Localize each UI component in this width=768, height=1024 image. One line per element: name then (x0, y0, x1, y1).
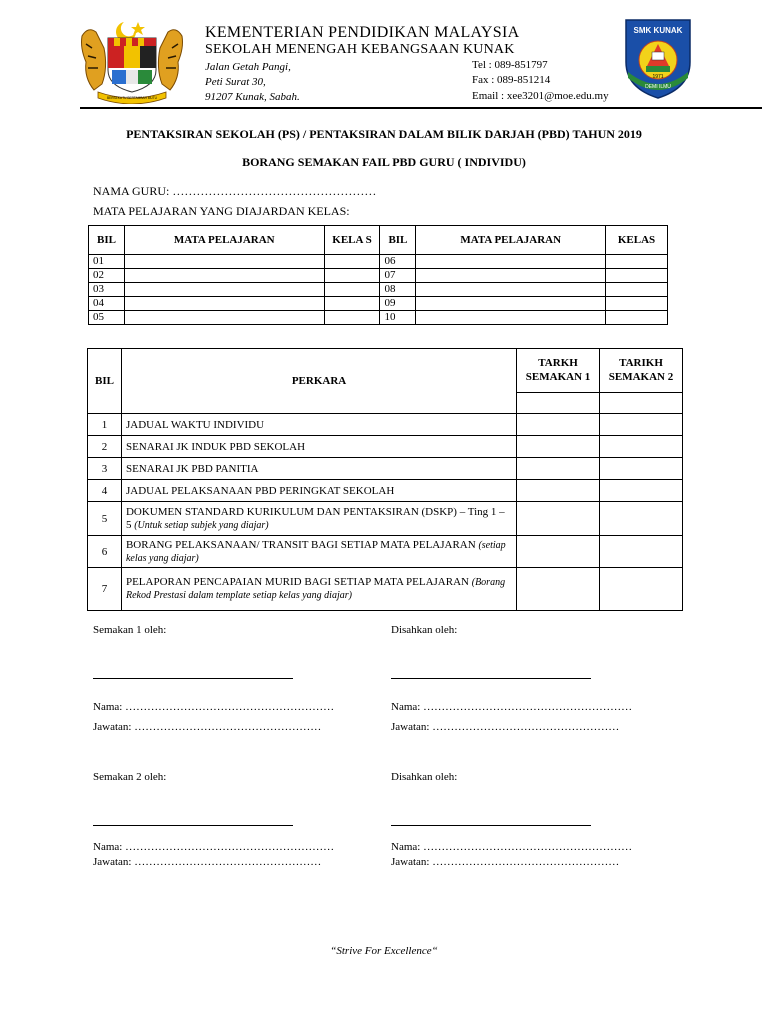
coat-of-arms-logo (74, 18, 190, 104)
row-item-text: SENARAI JK INDUK PBD SEKOLAH (125, 440, 306, 453)
date-cell[interactable] (600, 568, 683, 611)
table-row (88, 502, 683, 536)
row-item (121, 414, 516, 436)
svg-text:BERSEKUTU BERTAMBAH MUTU: BERSEKUTU BERTAMBAH MUTU (106, 96, 158, 100)
address-line-3: 91207 Kunak, Sabah. (205, 91, 300, 103)
semakan-2-label: Semakan 2 oleh: (93, 771, 167, 783)
row-number: 4 (88, 480, 122, 502)
date-cell[interactable] (517, 536, 600, 568)
subject-cell[interactable] (124, 311, 324, 325)
form-title: BORANG SEMAKAN FAIL PBD GURU ( INDIVIDU) (242, 155, 526, 169)
footer-motto: “Strive For Excellence“ (330, 945, 438, 957)
signature-line[interactable] (391, 825, 591, 826)
row-item-text: JADUAL WAKTU INDIVIDU (125, 418, 265, 431)
date-cell[interactable] (600, 392, 683, 413)
bil-cell: 06 (380, 255, 416, 269)
col-kelas-2: KELAS (606, 226, 668, 255)
subject-cell[interactable] (416, 269, 606, 283)
date-cell[interactable] (517, 436, 600, 458)
date-cell[interactable] (517, 458, 600, 480)
semakan-1-label: Semakan 1 oleh: (93, 624, 167, 636)
disahkan-1-label: Disahkan oleh: (391, 624, 458, 636)
svg-text:DEMI ILMU: DEMI ILMU (645, 84, 671, 90)
bil-cell: 03 (89, 283, 125, 297)
jawatan-field: Jawatan: …………………………………………… (391, 856, 620, 868)
table-row (89, 283, 668, 297)
col-bil: BIL (88, 349, 122, 414)
table-row (89, 269, 668, 283)
address-line-1: Jalan Getah Pangi, (205, 61, 291, 73)
email: Email : xee3201@moe.edu.my (472, 90, 609, 102)
table-row (88, 536, 683, 568)
col-mata-pelajaran: MATA PELAJARAN (124, 226, 324, 255)
row-item (121, 536, 516, 568)
row-number: 1 (88, 414, 122, 436)
school-crest-logo (622, 16, 694, 100)
fax: Fax : 089-851214 (472, 74, 551, 86)
col-bil-2: BIL (380, 226, 416, 255)
jawatan-field: Jawatan: …………………………………………… (391, 721, 620, 733)
table-row (88, 480, 683, 502)
bil-cell: 08 (380, 283, 416, 297)
nama-field: Nama: ………………………………………………… (93, 841, 335, 853)
subject-cell[interactable] (124, 269, 324, 283)
nama-guru-field: NAMA GURU: …………………………………………… (93, 184, 377, 198)
class-cell[interactable] (606, 269, 668, 283)
date-cell[interactable] (600, 536, 683, 568)
subject-cell[interactable] (124, 283, 324, 297)
col-tarikh-semakan-1: TARKH SEMAKAN 1 (517, 349, 600, 393)
document-title: PENTAKSIRAN SEKOLAH (PS) / PENTAKSIRAN DALAM BILIK DARJAH (PBD) TAHUN 2019 (126, 127, 642, 141)
row-item (121, 436, 516, 458)
signature-line[interactable] (391, 678, 591, 679)
bil-cell: 09 (380, 297, 416, 311)
class-cell[interactable] (606, 297, 668, 311)
nama-field: Nama: ………………………………………………… (93, 701, 335, 713)
ministry-name: KEMENTERIAN PENDIDIKAN MALAYSIA (205, 24, 520, 41)
row-item-text: PELAPORAN PENCAPAIAN MURID BAGI SETIAP MATA PELAJARAN (125, 576, 469, 588)
date-cell[interactable] (517, 392, 600, 413)
date-cell[interactable] (517, 480, 600, 502)
bil-cell: 01 (89, 255, 125, 269)
header-divider (80, 107, 762, 109)
nama-field: Nama: ………………………………………………… (391, 841, 633, 853)
row-item (121, 568, 516, 611)
row-item-text: SENARAI JK PBD PANITIA (125, 462, 259, 475)
col-kelas: KELA S (324, 226, 380, 255)
date-cell[interactable] (600, 502, 683, 536)
row-number: 6 (88, 536, 122, 568)
svg-text:SMK KUNAK: SMK KUNAK (633, 26, 683, 35)
checklist-table (87, 348, 683, 611)
disahkan-2-label: Disahkan oleh: (391, 771, 458, 783)
row-number: 7 (88, 568, 122, 611)
class-cell[interactable] (606, 255, 668, 269)
class-cell[interactable] (324, 311, 380, 325)
bil-cell: 05 (89, 311, 125, 325)
class-cell[interactable] (324, 269, 380, 283)
bil-cell: 02 (89, 269, 125, 283)
class-cell[interactable] (606, 283, 668, 297)
svg-text:1971: 1971 (652, 74, 664, 80)
date-cell[interactable] (517, 502, 600, 536)
row-item-note: (setiap kelas yang diajar) (125, 539, 506, 564)
jawatan-field: Jawatan: …………………………………………… (93, 721, 322, 733)
row-item-note: (Borang Rekod Prestasi dalam template setiap kelas yang diajar) (125, 577, 506, 601)
address-line-2: Peti Surat 30, (205, 76, 266, 88)
jawatan-field: Jawatan: …………………………………………… (93, 856, 322, 868)
subject-class-label: MATA PELAJARAN YANG DIAJARDAN KELAS: (93, 204, 350, 218)
row-number: 5 (88, 502, 122, 536)
table-row (88, 568, 683, 611)
class-cell[interactable] (324, 297, 380, 311)
class-cell[interactable] (606, 311, 668, 325)
subject-cell[interactable] (416, 297, 606, 311)
date-cell[interactable] (600, 458, 683, 480)
table-row (89, 255, 668, 269)
nama-field: Nama: ………………………………………………… (391, 701, 633, 713)
table-row (88, 414, 683, 436)
date-cell[interactable] (600, 436, 683, 458)
row-item-note: (Untuk setiap subjek yang diajar) (134, 519, 269, 531)
subject-cell[interactable] (416, 283, 606, 297)
row-number: 2 (88, 436, 122, 458)
class-cell[interactable] (324, 283, 380, 297)
table-row (88, 436, 683, 458)
table-row (89, 311, 668, 325)
subject-class-table (88, 225, 668, 325)
subject-cell[interactable] (124, 255, 324, 269)
telephone: Tel : 089-851797 (472, 59, 548, 71)
date-cell[interactable] (517, 414, 600, 436)
date-cell[interactable] (600, 480, 683, 502)
class-cell[interactable] (324, 255, 380, 269)
bil-cell: 10 (380, 311, 416, 325)
subject-cell[interactable] (124, 297, 324, 311)
table-row (89, 297, 668, 311)
signature-line[interactable] (93, 678, 293, 679)
date-cell[interactable] (600, 414, 683, 436)
col-mata-pelajaran-2: MATA PELAJARAN (416, 226, 606, 255)
table-header-row (88, 349, 683, 393)
row-item-text: BORANG PELAKSANAAN/ TRANSIT BAGI SETIAP MATA PELAJARAN (125, 538, 476, 551)
row-item (121, 480, 516, 502)
row-item-text: DOKUMEN STANDARD KURIKULUM DAN PENTAKSIRAN (DSKP) – Ting 1 – 5 (125, 505, 505, 531)
school-name: SEKOLAH MENENGAH KEBANGSAAN KUNAK (205, 42, 515, 57)
table-header-row (89, 226, 668, 255)
row-item-text: JADUAL PELAKSANAAN PBD PERINGKAT SEKOLAH (125, 484, 395, 497)
row-number: 3 (88, 458, 122, 480)
table-row (88, 458, 683, 480)
row-item (121, 458, 516, 480)
subject-cell[interactable] (416, 311, 606, 325)
signature-line[interactable] (93, 825, 293, 826)
row-item (121, 502, 516, 536)
col-bil: BIL (89, 226, 125, 255)
col-tarikh-semakan-2: TARIKH SEMAKAN 2 (600, 349, 683, 393)
subject-cell[interactable] (416, 255, 606, 269)
bil-cell: 07 (380, 269, 416, 283)
col-perkara: PERKARA (121, 349, 516, 414)
date-cell[interactable] (517, 568, 600, 611)
bil-cell: 04 (89, 297, 125, 311)
